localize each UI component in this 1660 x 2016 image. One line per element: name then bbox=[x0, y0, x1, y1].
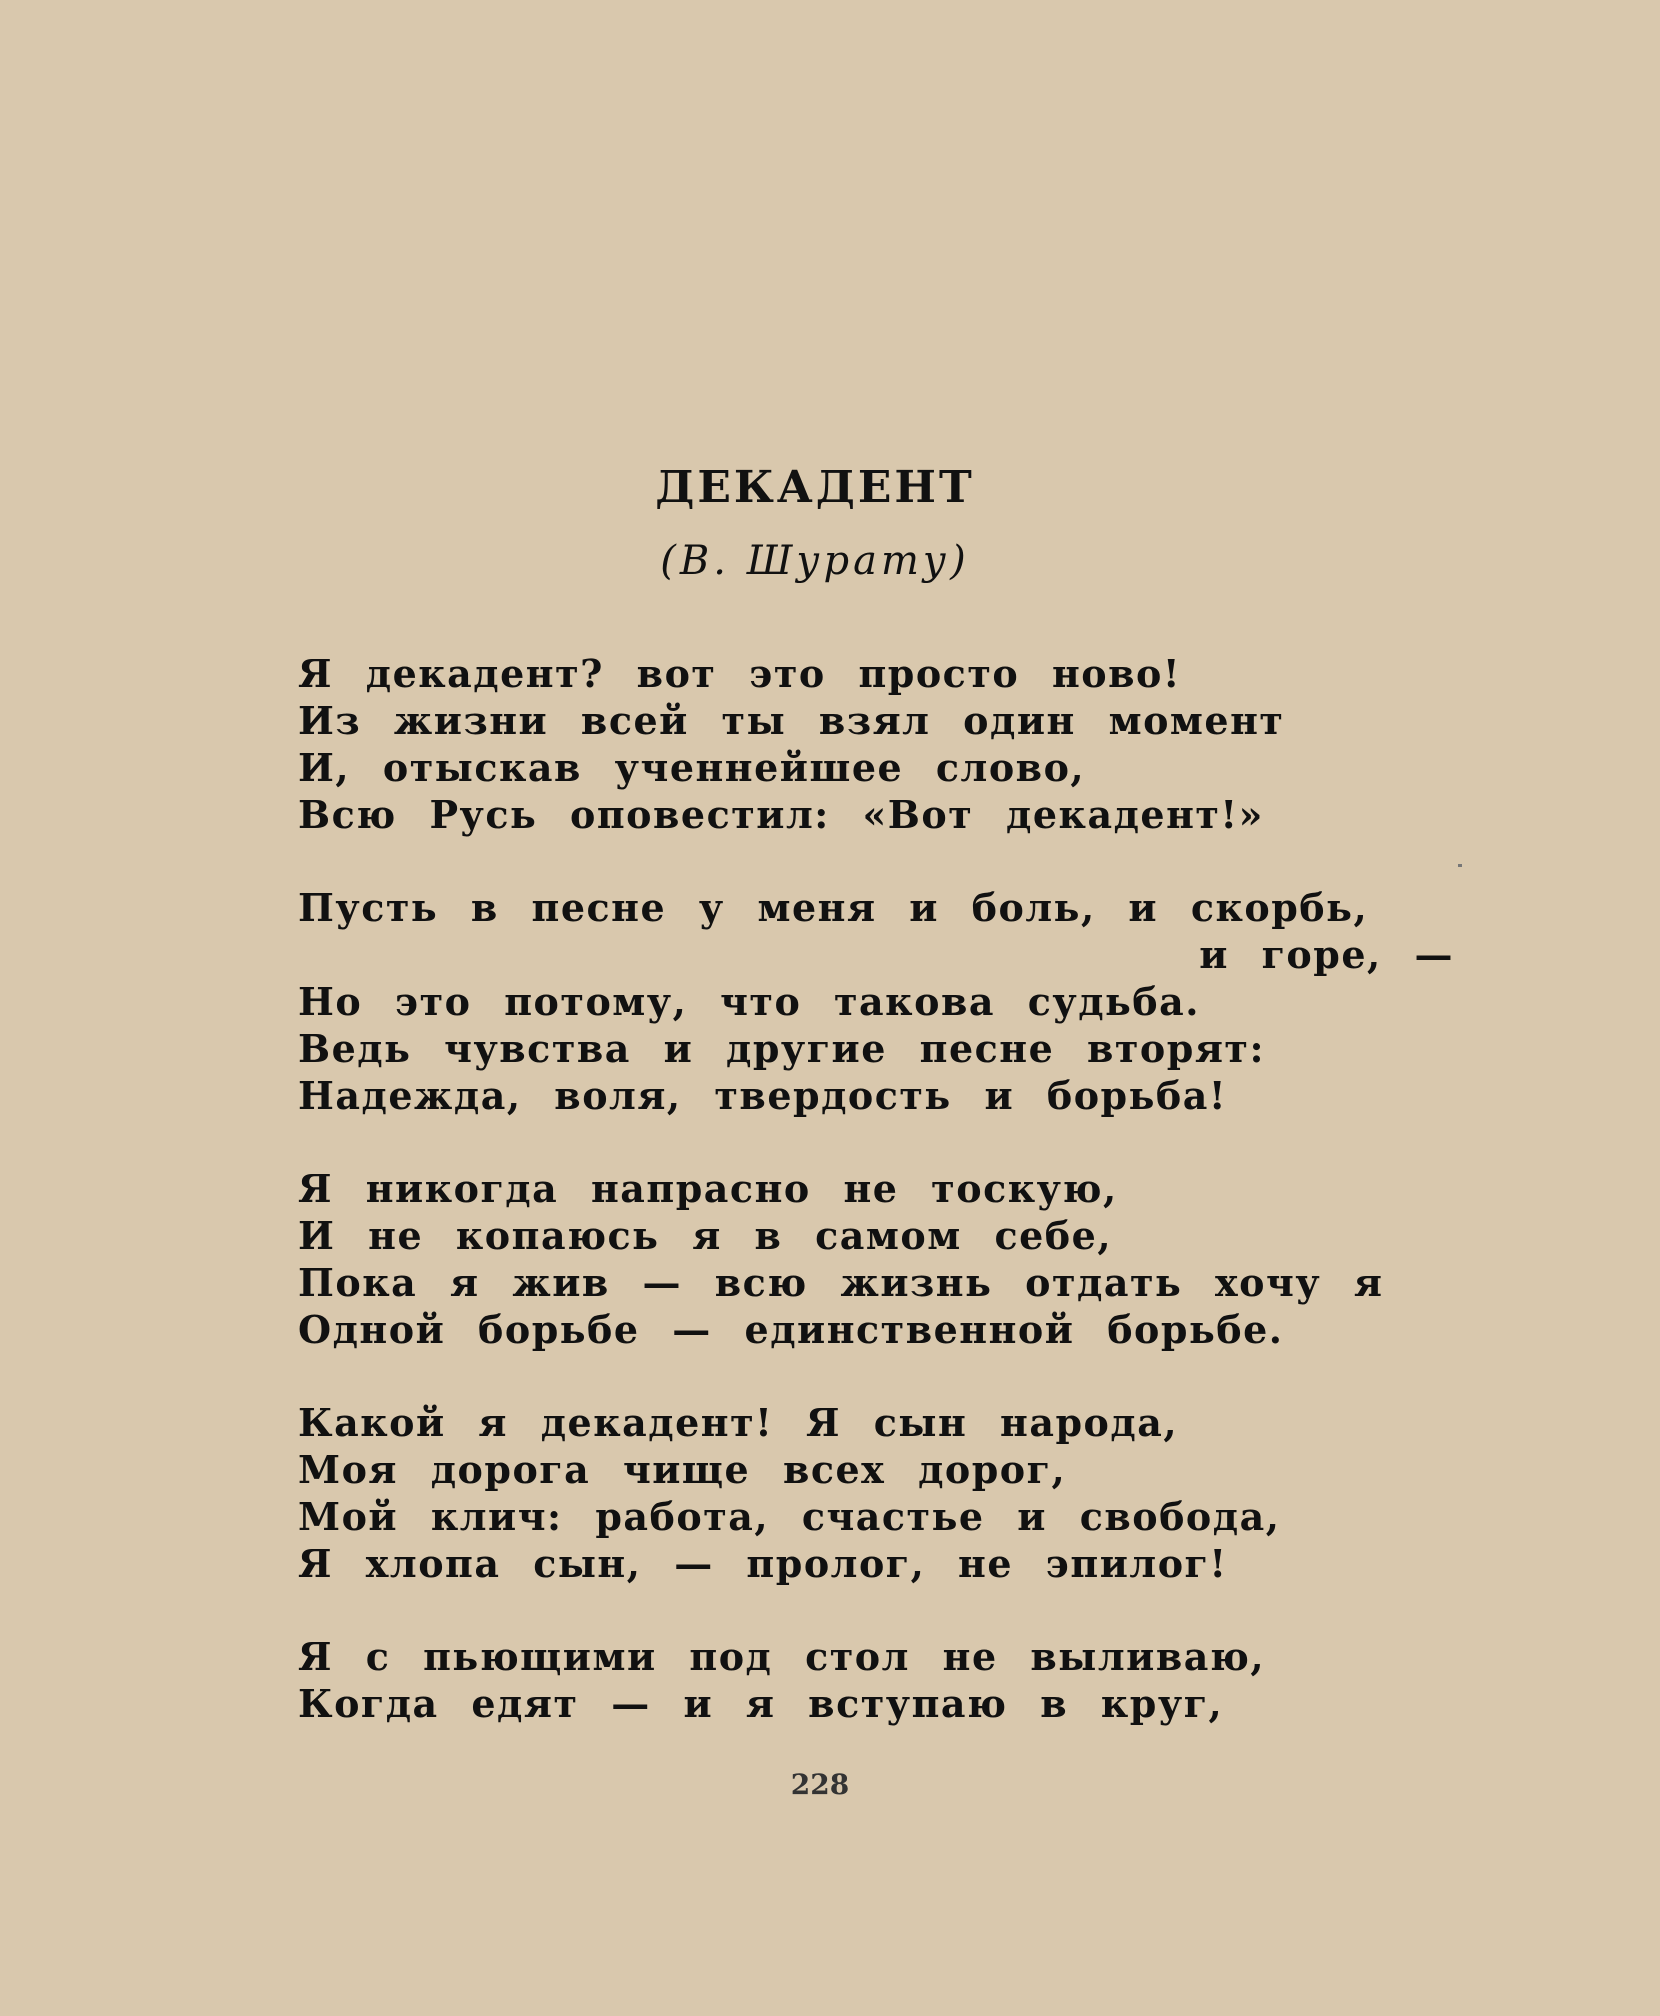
poem-dedication: (В. Шурату) bbox=[660, 538, 970, 584]
poem-line: Пока я жив — всю жизнь отдать хочу я bbox=[298, 1260, 1384, 1305]
poem-line: Пусть в песне у меня и боль, и скорбь, bbox=[298, 885, 1369, 930]
poem-line: Мой клич: работа, счастье и свобода, bbox=[298, 1494, 1281, 1539]
poem-line: Надежда, воля, твердость и борьба! bbox=[298, 1073, 1228, 1118]
poem-line: Моя дорога чище всех дорог, bbox=[298, 1447, 1067, 1492]
poem-line: И, отыскав ученнейшее слово, bbox=[298, 745, 1086, 790]
poem-line-continuation: и горе, — bbox=[1199, 932, 1454, 977]
poem-line: Одной борьбе — единственной борьбе. bbox=[298, 1307, 1284, 1352]
stanza-2 bbox=[298, 884, 1478, 1119]
poem-line: Из жизни всей ты взял один момент bbox=[298, 698, 1285, 743]
poem-line: И не копаюсь я в самом себе, bbox=[298, 1213, 1113, 1258]
poem-line: Когда едят — и я вступаю в круг, bbox=[298, 1681, 1224, 1726]
poem-line: Ведь чувства и другие песне вторят: bbox=[298, 1026, 1265, 1071]
poem-line: Я никогда напрасно не тоскую, bbox=[298, 1166, 1118, 1211]
poem-body bbox=[298, 650, 1478, 1773]
stanza-3 bbox=[298, 1165, 1478, 1353]
stanza-5 bbox=[298, 1633, 1478, 1727]
margin-speck bbox=[1458, 864, 1462, 867]
poem-title: ДЕКАДЕНТ bbox=[655, 462, 975, 513]
stanza-4 bbox=[298, 1399, 1478, 1587]
poem-line: Я хлопа сын, — пролог, не эпилог! bbox=[298, 1541, 1228, 1586]
poem-line: Я с пьющими под стол не выливаю, bbox=[298, 1634, 1266, 1679]
poem-line: Какой я декадент! Я сын народа, bbox=[298, 1400, 1179, 1445]
poem-line: Но это потому, что такова судьба. bbox=[298, 979, 1201, 1024]
poem-line: Всю Русь оповестил: «Вот декадент!» bbox=[298, 792, 1264, 837]
page-number: 228 bbox=[790, 1768, 850, 1801]
poem-line: Я декадент? вот это просто ново! bbox=[298, 651, 1182, 696]
stanza-1 bbox=[298, 650, 1478, 838]
